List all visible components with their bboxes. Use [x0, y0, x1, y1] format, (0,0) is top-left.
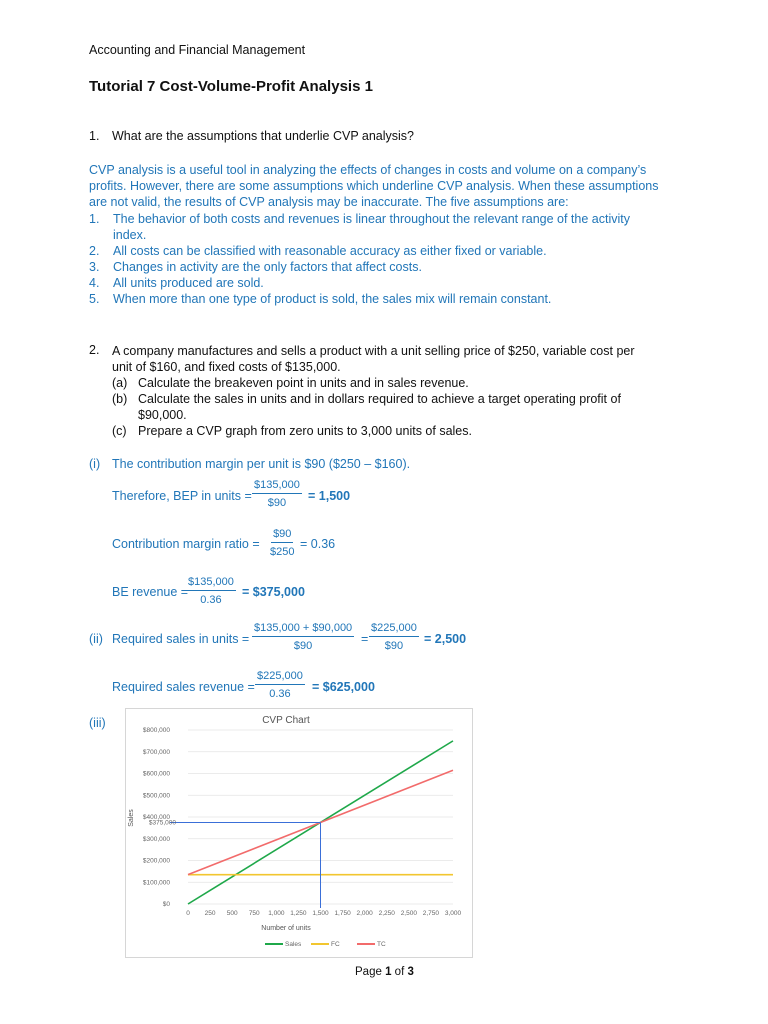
chart-title: CVP Chart	[262, 715, 310, 726]
footer-page-word: Page	[355, 966, 382, 978]
fraction-numerator: $135,000	[252, 479, 302, 494]
q2-parts	[112, 375, 621, 439]
list-number: 3.	[89, 260, 100, 274]
bep-fraction	[252, 479, 302, 509]
list-item	[89, 275, 630, 291]
x-tick-label: 1,000	[268, 910, 285, 917]
rsr-result: = $625,000	[312, 680, 375, 694]
fraction-denominator: 0.36	[269, 688, 291, 700]
y-tick-label: $800,000	[142, 727, 170, 734]
page-footer	[355, 966, 414, 978]
list-item	[89, 259, 630, 275]
cvp-chart	[125, 708, 473, 958]
chart-frame	[126, 709, 473, 958]
list-number: 5.	[89, 292, 100, 306]
fraction-denominator: $250	[270, 546, 295, 558]
x-tick-label: 750	[248, 910, 260, 917]
x-tick-label: 2,250	[378, 910, 395, 917]
x-tick-label: 2,750	[422, 910, 440, 917]
fraction-numerator: $225,000	[255, 670, 305, 685]
x-tick-label: 1,750	[334, 910, 351, 917]
y-tick-label: $0	[162, 901, 170, 908]
answer-i-label: (i)	[89, 457, 101, 471]
part-text: Calculate the breakeven point in units and in sales revenue.	[138, 376, 469, 390]
rsr-fraction	[255, 670, 305, 700]
list-item	[112, 391, 621, 423]
part-text: Calculate the sales in units and in dollars required to achieve a target operating profit of	[138, 392, 621, 406]
cmr-result: = 0.36	[300, 537, 336, 551]
breakeven-label: $375,000	[148, 819, 176, 827]
x-tick-label: 1,500	[312, 910, 329, 917]
rsr-prefix: Required sales revenue =	[112, 680, 255, 694]
list-item	[89, 211, 630, 243]
ber-result: = $375,000	[242, 585, 305, 599]
ii-equals: =	[361, 632, 369, 646]
bep-prefix: Therefore, BEP in units =	[112, 489, 252, 503]
list-item	[112, 375, 621, 391]
q2-question	[112, 343, 635, 375]
y-tick-label: $300,000	[142, 835, 170, 843]
x-tick-label: 2,000	[356, 910, 373, 917]
answer-ii-label: (ii)	[89, 632, 103, 646]
fraction-numerator: $135,000 + $90,000	[252, 622, 354, 637]
legend-label-fc: FC	[331, 941, 340, 948]
q1-answer-line: are not valid, the results of CVP analysis may be inaccurate. The five assumptions are:	[89, 195, 569, 209]
cmr-prefix: Contribution margin ratio =	[112, 537, 260, 551]
x-tick-label: 250	[204, 910, 216, 917]
fraction-numerator: $90	[271, 528, 293, 543]
y-tick-label: $700,000	[142, 748, 170, 756]
list-text: All costs can be classified with reasonable accuracy as either fixed or variable.	[113, 244, 547, 258]
x-tick-label: 3,000	[444, 910, 462, 917]
fraction-numerator: $225,000	[369, 622, 419, 637]
page-title: Tutorial 7 Cost-Volume-Profit Analysis 1	[89, 78, 373, 95]
q1-question: What are the assumptions that underlie CVP analysis?	[112, 129, 415, 143]
cmr-fraction	[270, 528, 294, 558]
fraction-numerator: $135,000	[186, 576, 236, 591]
list-text: When more than one type of product is sold, the sales mix will remain constant.	[113, 292, 552, 306]
ii-fraction-1	[252, 622, 354, 652]
q2-question-line: A company manufactures and sells a product with a unit selling price of $250, variable cost per	[112, 344, 635, 358]
ii-fraction-2	[369, 622, 419, 652]
footer-page-number: 1	[385, 966, 392, 978]
list-text: index.	[113, 228, 147, 242]
answer-iii-label: (iii)	[89, 716, 106, 730]
y-axis-label: Sales	[128, 809, 135, 827]
list-item	[89, 243, 630, 259]
q2-question-line: unit of $160, and fixed costs of $135,000.	[112, 360, 341, 374]
ii-prefix: Required sales in units =	[112, 632, 250, 646]
list-item	[89, 291, 630, 307]
list-number: 4.	[89, 276, 100, 290]
assumptions-list	[89, 211, 630, 307]
y-tick-label: $100,000	[142, 879, 170, 887]
part-text: $90,000.	[138, 408, 187, 422]
list-number: 1.	[89, 212, 100, 226]
legend-label-sales: Sales	[285, 941, 302, 948]
x-tick-label: 2,500	[400, 910, 417, 917]
q2-number: 2.	[89, 343, 100, 357]
legend-label-tc: TC	[377, 941, 386, 948]
ii-result: = 2,500	[424, 632, 467, 646]
q1-answer-paragraph	[89, 162, 659, 210]
list-text: Changes in activity are the only factors that affect costs.	[113, 260, 422, 274]
list-text: The behavior of both costs and revenues is linear throughout the relevant range of the activity	[113, 212, 630, 226]
q1-answer-line: profits. However, there are some assumptions which underline CVP analysis. When these assumptions	[89, 179, 659, 193]
x-tick-label: 500	[226, 910, 238, 917]
ber-fraction	[186, 576, 236, 606]
x-tick-label: 0	[186, 910, 190, 917]
y-tick-label: $400,000	[142, 814, 170, 821]
fraction-denominator: 0.36	[200, 594, 222, 606]
fraction-denominator: $90	[384, 640, 404, 652]
part-label: (b)	[112, 392, 128, 406]
list-text: All units produced are sold.	[113, 276, 264, 290]
x-tick-label: 1,250	[290, 910, 307, 917]
list-item	[112, 423, 621, 439]
q1-answer-line: CVP analysis is a useful tool in analyzing the effects of changes in costs and volume on a company’s	[89, 163, 647, 177]
y-tick-label: $600,000	[142, 770, 170, 778]
document-header: Accounting and Financial Management	[89, 43, 306, 57]
bep-result: = 1,500	[308, 489, 351, 503]
part-label: (c)	[112, 424, 127, 438]
ber-prefix: BE revenue =	[112, 585, 189, 599]
footer-total-pages: 3	[407, 966, 414, 978]
part-label: (a)	[112, 376, 128, 390]
fraction-denominator: $90	[267, 497, 287, 509]
y-tick-label: $500,000	[142, 792, 170, 800]
fraction-denominator: $90	[293, 640, 313, 652]
answer-i-text: The contribution margin per unit is $90 ($250 – $160).	[112, 457, 411, 471]
list-number: 2.	[89, 244, 100, 258]
part-text: Prepare a CVP graph from zero units to 3,000 units of sales.	[138, 424, 472, 438]
y-tick-label: $200,000	[142, 857, 170, 865]
x-axis-label: Number of units	[261, 925, 311, 932]
footer-of-word: of	[394, 966, 405, 978]
q1-number: 1.	[89, 129, 100, 143]
